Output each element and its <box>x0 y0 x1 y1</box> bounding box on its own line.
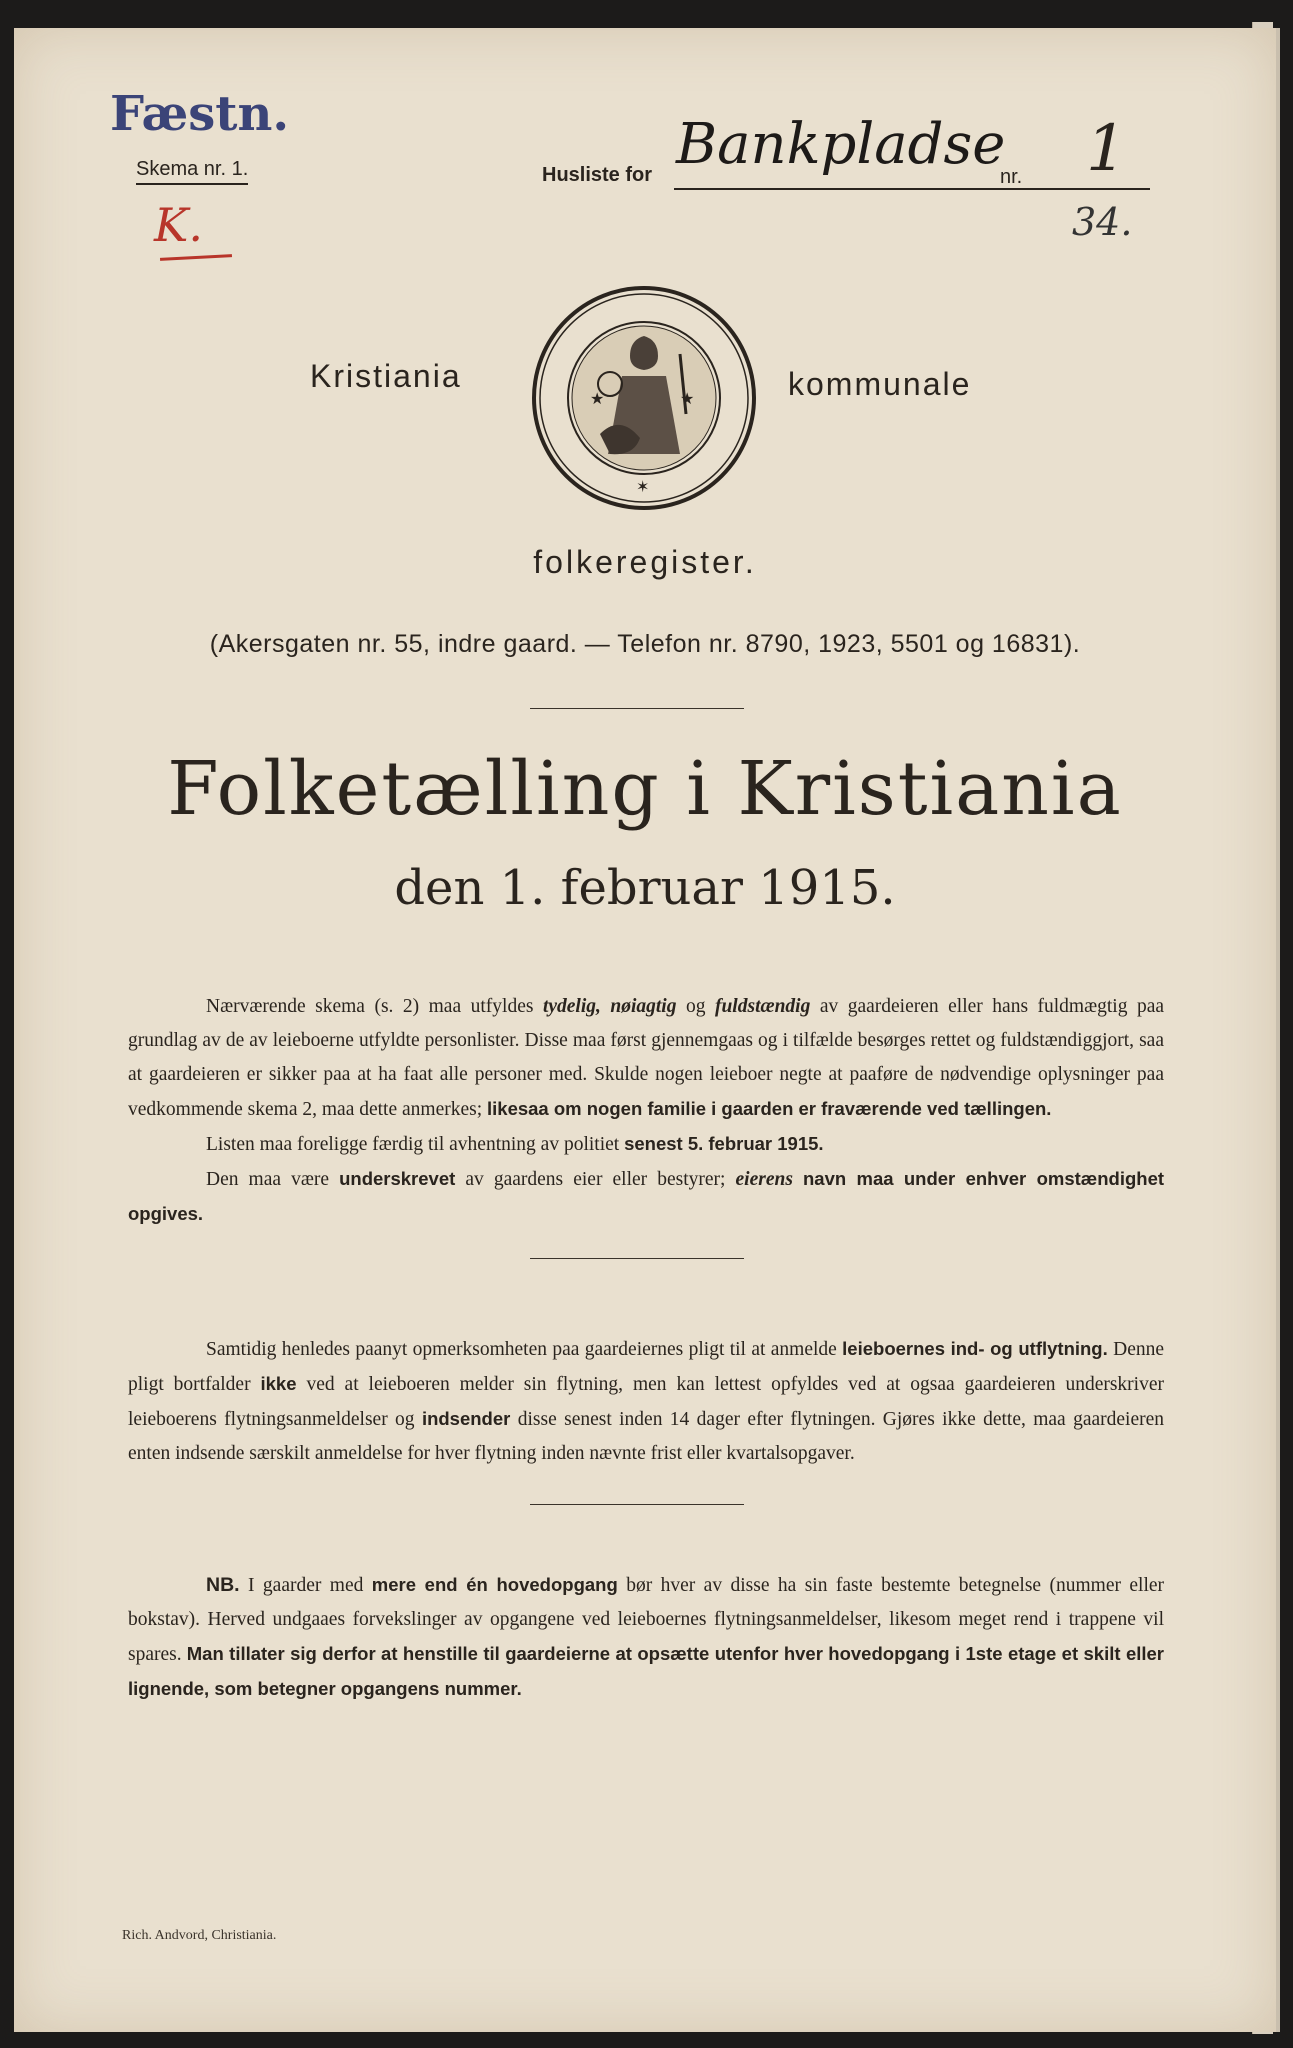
schema-number: Skema nr. 1. <box>136 158 248 185</box>
handwritten-house-number: 1 <box>1086 112 1127 186</box>
municipality-right: kommunale <box>788 366 972 402</box>
document-date: den 1. februar 1915. <box>394 860 896 916</box>
city-seal-icon <box>530 284 758 512</box>
divider <box>530 1258 744 1259</box>
svg-text:★: ★ <box>590 391 605 408</box>
handwritten-list-number: 34. <box>1072 200 1133 244</box>
divider <box>530 1504 744 1505</box>
moving-notice-paragraph: Samtidig henledes paanyt opmerksomheten paa gaardeiernes pligt til at anmelde leieboernes ind- og utflytning. Denne pligt bortfalder ikke ved at leieboeren melder sin flytning, men kan lettest opfyldes ved at ogsaa gaardeieren underskriver leieboerens flytningsanmeldelser og indsender disse senest inden 14 dager efter flytningen. Gjøres ikke dette, maa gaardeieren enten indsende særskilt anmeldelse for hver flytning inden nævnte frist eller kvartalsopgaver. <box>128 1338 1165 1464</box>
handwritten-street: Bankpladse <box>676 112 1006 177</box>
divider <box>530 708 744 709</box>
faestn-stamp: Fæstn. <box>110 86 290 142</box>
document-page <box>14 28 1280 2032</box>
document-title: Folketælling i Kristiania <box>167 746 1123 832</box>
office-address: (Akersgaten nr. 55, indre gaard. — Telefon nr. 8790, 1923, 5501 og 16831). <box>209 630 1081 658</box>
municipality-left: Kristiania <box>310 358 462 394</box>
husliste-label: Husliste for <box>542 164 653 186</box>
folkeregister-title: folkeregister. <box>533 544 757 580</box>
red-underline <box>160 254 232 261</box>
svg-text:★: ★ <box>680 391 695 408</box>
nr-label: nr. <box>1000 166 1023 188</box>
nb-paragraph: NB. I gaarder med mere end én hovedopgang bør hver av disse ha sin faste bestemte betegnelse (nummer eller bokstav). Herved undgaaes forvekslinger av opgangene ved leieboernes flytningsanmeldelser, likesom meget rend i trappene vil spares. Man tillater sig derfor at henstille til gaardeierne at opsætte utenfor hver hovedopgang i 1ste etage et skilt eller lignende, som betegner opgangens nummer. <box>128 1574 1165 1699</box>
svg-text:✶: ✶ <box>636 479 650 496</box>
husliste-fill-line <box>674 188 1150 190</box>
instructions-paragraph: Nærværende skema (s. 2) maa utfyldes tydelig, nøiagtig og fuldstændig av gaardeieren eller hans fuldmægtig paa grundlag av de av leieboerne utfyldte personlister. Disse maa først gjennemgaas og i tilfælde besørges rettet og fuldstændiggjort, saa at gaardeieren er sikker paa at ha faat alle personer med. Skulde nogen leieboer negte at paaføre de nødvendige oplysninger paa vedkommende skema 2, maa dette anmerkes; likesaa om nogen familie i gaarden er fraværende ved tællingen. Listen maa foreligge færdig til avhentning av politiet senest 5. februar 1915. Den maa være underskrevet av gaardens eier eller bestyrer; eierens navn maa under enhver omstændighet opgives. <box>128 996 1165 1224</box>
printer-imprint: Rich. Andvord, Christiania. <box>122 1928 277 1943</box>
red-handwritten-mark: K. <box>154 198 203 252</box>
